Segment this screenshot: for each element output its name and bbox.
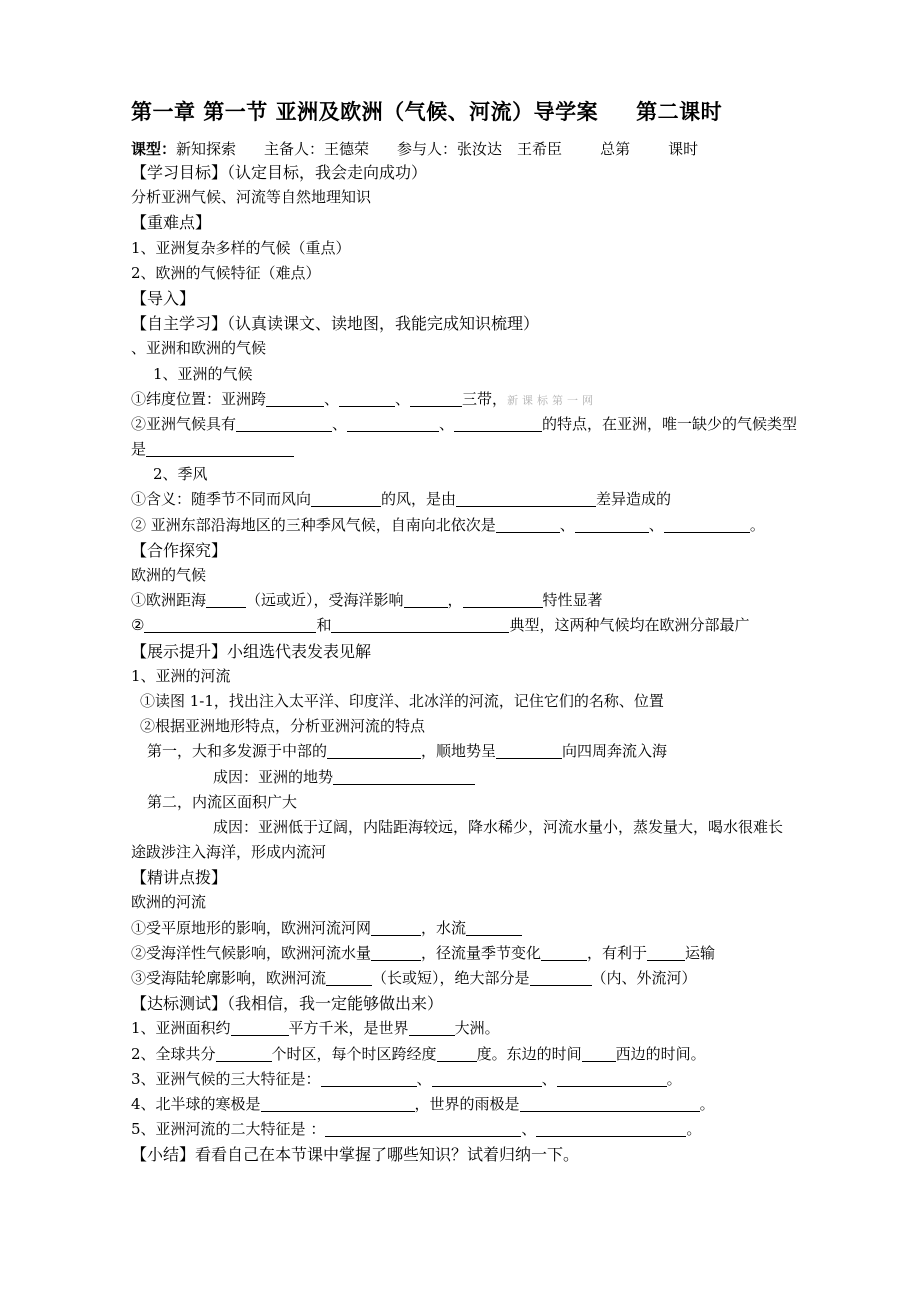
blank-field[interactable]	[326, 969, 372, 986]
question-text: ①受平原地形的影响，欧洲河流河网	[131, 918, 372, 937]
test-heading-note: （我相信，我一定能够做出来）	[227, 994, 444, 1014]
question-text: ，世界的雨极是	[414, 1094, 520, 1113]
participants: 参与人：张汝达 王希臣	[397, 140, 563, 158]
question-text: 差异造成的	[596, 490, 672, 509]
worksheet-content	[131, 160, 841, 1168]
question-text: 1、亚洲面积约	[131, 1019, 231, 1038]
separator: 、	[521, 1120, 537, 1139]
question-text: 是	[131, 440, 147, 459]
blank-field[interactable]	[437, 1045, 477, 1062]
question-climate-features	[131, 412, 841, 437]
summary-heading: 【小结】	[131, 1145, 196, 1165]
question-latitude	[131, 387, 841, 412]
test-heading-line	[131, 991, 841, 1016]
separator: 、	[332, 414, 348, 433]
question-text: ③受海陆轮廓影响，欧洲河流	[131, 969, 327, 987]
question-text: ②亚洲气候具有	[131, 414, 237, 433]
blank-field[interactable]	[454, 415, 542, 432]
question-river-volume	[131, 941, 841, 966]
question-text: ，水流	[421, 918, 467, 937]
blank-field[interactable]	[647, 944, 685, 961]
show-heading-note: 小组选代表发表见解	[227, 641, 372, 661]
blank-field[interactable]	[347, 415, 439, 432]
question-text: 的风，是由	[381, 490, 457, 509]
goals-text: 分析亚洲气候、河流等自然地理知识	[131, 188, 372, 207]
question-text: （远或近），受海洋影响	[246, 591, 404, 610]
question-text: （内、外流河）	[591, 969, 697, 987]
type-value: 新知探索	[176, 140, 237, 158]
question-text: ②	[131, 616, 145, 635]
blank-field[interactable]	[541, 944, 587, 961]
question-text: 平方千米，是世界	[288, 1019, 409, 1038]
blank-field[interactable]	[463, 591, 543, 608]
question-text: （长或短），绝大部分是	[372, 969, 530, 987]
test-question-3	[131, 1067, 841, 1092]
test-question-2	[131, 1042, 841, 1067]
blank-field[interactable]	[311, 490, 381, 507]
self-study-heading-line	[131, 311, 841, 336]
separator: 、	[416, 1069, 432, 1088]
lesson-label: 课时	[668, 140, 699, 158]
coop-topic: 欧洲的气候	[131, 566, 207, 584]
show-heading-line	[131, 639, 841, 664]
separator: 、	[324, 389, 340, 408]
blank-field[interactable]	[327, 742, 421, 759]
preparer: 主备人：王德荣	[264, 140, 370, 158]
blank-field[interactable]	[231, 1019, 289, 1036]
question-text: 向四周奔流入海	[562, 742, 668, 761]
question-text: 个时区，每个时区跨经度	[271, 1044, 437, 1063]
question-monsoon-def	[131, 487, 841, 512]
test-question-1	[131, 1016, 841, 1041]
question-climate-missing	[131, 437, 841, 462]
question-text: ，有利于	[587, 943, 648, 962]
separator: 。	[749, 515, 765, 534]
blank-field[interactable]	[216, 1045, 272, 1062]
question-text: 成因：亚洲的地势	[213, 767, 334, 786]
test-question-5	[131, 1117, 841, 1142]
question-text: ，顺地势呈	[421, 742, 497, 761]
watermark-text: 新课标第一网	[507, 393, 598, 407]
type-label: 课型：	[131, 140, 177, 158]
question-text: ② 亚洲东部沿海地区的三种季风气候，自南向北依次是	[131, 515, 496, 534]
blank-field[interactable]	[261, 1095, 415, 1112]
blank-field[interactable]	[144, 616, 316, 633]
question-text: 大洲。	[454, 1019, 500, 1038]
goals-heading-note: （认定目标，我会走向成功）	[227, 163, 428, 182]
question-text: 三带，	[462, 389, 508, 408]
blank-field[interactable]	[432, 1070, 542, 1087]
separator: 。	[666, 1069, 682, 1088]
question-europe-distance	[131, 588, 841, 613]
self-study-sub1: 1、亚洲的气候	[153, 364, 253, 383]
question-text: 度。东边的时间	[476, 1044, 582, 1063]
question-text: 西边的时间。	[615, 1044, 706, 1063]
blank-field[interactable]	[371, 919, 421, 936]
separator: 、	[439, 414, 455, 433]
separator: 、	[395, 389, 411, 408]
blank-field[interactable]	[496, 516, 560, 533]
goals-heading: 【学习目标】	[131, 163, 228, 182]
blank-field[interactable]	[575, 516, 649, 533]
difficulty-heading: 【重难点】	[131, 213, 212, 233]
question-terrain-reason	[131, 765, 841, 790]
blank-field[interactable]	[331, 616, 509, 633]
question-text: 的特点，在亚洲，唯一缺少的气候类型	[542, 414, 798, 433]
blank-field[interactable]	[582, 1045, 616, 1062]
question-text: ，径流量季节变化	[421, 943, 542, 962]
separator: 。	[699, 1094, 715, 1113]
question-river-network	[131, 916, 841, 941]
title-main: 第一章 第一节 亚洲及欧洲（气候、河流）导学案	[131, 99, 599, 124]
question-rivers-origin	[131, 739, 841, 764]
summary-text: 看看自己在本节课中掌握了哪些知识？试着归纳一下。	[195, 1145, 580, 1165]
self-study-heading-note: （认真读课文、读地图，我能完成知识梳理）	[227, 314, 540, 334]
self-study-sub2: 2、季风	[153, 465, 208, 484]
test-question-4	[131, 1092, 841, 1117]
difficulty-item-2: 2、欧洲的气候特征（难点）	[131, 263, 321, 282]
blank-field[interactable]	[404, 591, 448, 608]
question-text: ②受海洋性气候影响，欧洲河流水量	[131, 943, 372, 962]
total-label: 总第	[600, 140, 631, 158]
blank-field[interactable]	[409, 1019, 455, 1036]
blank-field[interactable]	[664, 516, 750, 533]
separator: 、	[541, 1069, 557, 1088]
separator: 、	[648, 515, 664, 534]
coop-heading: 【合作探究】	[131, 540, 228, 560]
question-text: 运输	[685, 943, 716, 962]
question-text: 2、全球共分	[131, 1044, 216, 1063]
question-monsoon-types	[131, 513, 841, 538]
question-text: 第一，大和多发源于中部的	[147, 742, 328, 761]
intro-heading: 【导入】	[131, 288, 196, 308]
question-text: ①欧洲距海	[131, 591, 207, 610]
show-topic: 1、亚洲的河流	[131, 666, 231, 685]
question-text: ①纬度位置：亚洲跨	[131, 389, 267, 408]
question-text: 4、北半球的寒极是	[131, 1094, 261, 1113]
blank-field[interactable]	[530, 969, 592, 986]
show-point-2: ②根据亚洲地形特点，分析亚洲河流的特点	[140, 717, 426, 736]
show-heading: 【展示提升】	[131, 641, 228, 661]
blank-field[interactable]	[266, 390, 324, 407]
blank-field[interactable]	[321, 1070, 417, 1087]
separator: 。	[686, 1120, 702, 1139]
summary-line	[131, 1142, 841, 1167]
separator: ，	[447, 591, 463, 610]
question-river-length	[131, 966, 841, 991]
separator: 、	[559, 515, 575, 534]
question-text: 和	[316, 616, 332, 635]
blank-field[interactable]	[466, 919, 522, 936]
show-point-1: ①读图 1-1，找出注入太平洋、印度洋、北冰洋的河流，记住它们的名称、位置	[140, 691, 664, 710]
blank-field[interactable]	[339, 390, 395, 407]
blank-field[interactable]	[410, 390, 462, 407]
blank-field[interactable]	[333, 768, 475, 785]
show-feature-2-reason: 成因：亚洲低于辽阔，内陆距海较远，降水稀少，河流水量小，蒸发量大，喝水很难长	[213, 817, 784, 836]
show-feature-2: 第二，内流区面积广大	[147, 792, 298, 811]
self-study-heading: 【自主学习】	[131, 314, 228, 334]
title-lesson: 第二课时	[636, 99, 723, 124]
question-text: 典型，这两种气候均在欧洲分部最广	[509, 616, 750, 635]
blank-field[interactable]	[456, 490, 596, 507]
blank-field[interactable]	[496, 742, 562, 759]
difficulty-item-1: 1、亚洲复杂多样的气候（重点）	[131, 238, 351, 257]
blank-field[interactable]	[236, 415, 332, 432]
question-text: ①含义：随季节不同而风向	[131, 490, 312, 509]
blank-field[interactable]	[371, 944, 421, 961]
goals-heading-line	[131, 160, 841, 185]
explain-heading: 【精讲点拨】	[131, 868, 228, 888]
question-text: 3、亚洲气候的三大特征是：	[131, 1069, 321, 1088]
blank-field[interactable]	[536, 1120, 686, 1137]
question-text: 特性显著	[542, 591, 603, 610]
question-europe-climates	[131, 613, 841, 638]
page-title	[131, 96, 722, 126]
lesson-meta	[131, 138, 698, 159]
blank-field[interactable]	[557, 1070, 667, 1087]
blank-field[interactable]	[146, 440, 294, 457]
blank-field[interactable]	[520, 1095, 700, 1112]
blank-field[interactable]	[206, 591, 246, 608]
question-text: 5、亚洲河流的二大特征是 ：	[131, 1120, 326, 1139]
test-heading: 【达标测试】	[131, 994, 228, 1014]
blank-field[interactable]	[325, 1120, 521, 1137]
explain-topic: 欧洲的河流	[131, 893, 207, 912]
show-feature-2-reason-cont: 途跋涉注入海洋，形成内流河	[131, 843, 327, 862]
self-study-topic: 、亚洲和欧洲的气候	[131, 339, 267, 358]
